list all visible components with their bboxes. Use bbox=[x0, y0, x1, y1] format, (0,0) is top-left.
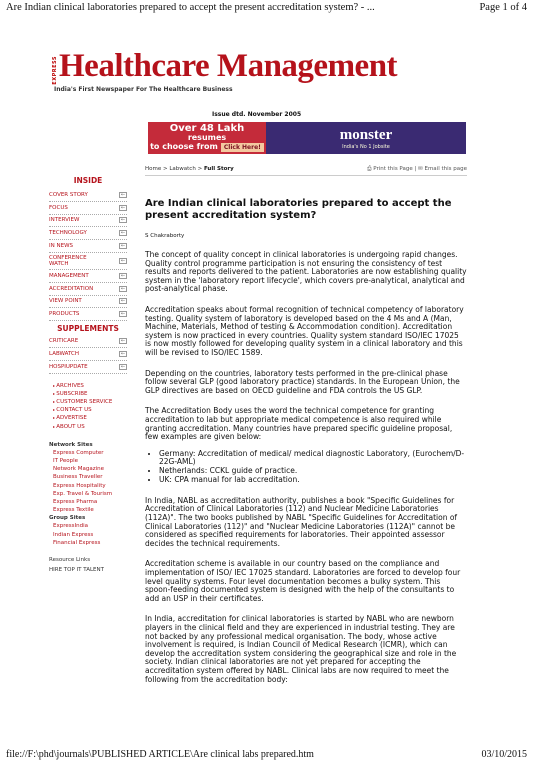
guideline-list bbox=[159, 450, 467, 485]
list-item: • Netherlands: CCKL guide of practice. bbox=[159, 467, 467, 476]
breadcrumb-section[interactable]: Labwatch bbox=[169, 166, 196, 172]
article-content bbox=[145, 166, 467, 684]
link-contact-us[interactable]: ▸ CONTACT US bbox=[49, 406, 127, 414]
masthead[interactable] bbox=[52, 48, 398, 100]
nav-interview[interactable] bbox=[49, 215, 127, 228]
ad-line2: resumes bbox=[187, 133, 227, 142]
arrow-icon: ← bbox=[120, 311, 126, 318]
nav-management[interactable] bbox=[49, 270, 127, 283]
nav-accreditation[interactable] bbox=[49, 283, 127, 296]
nav-cover-story[interactable] bbox=[49, 189, 127, 202]
ad-brand: monster bbox=[339, 126, 393, 143]
article-paragraph: Depending on the countries, laboratory tests performed in the pre-clinical phase follow several GLP (good laboratory practice) standards. In the European Union, the GLP directives are based on OECD guideline and FDA controls the US GLP. bbox=[145, 368, 460, 395]
nav-view-point[interactable] bbox=[49, 296, 127, 309]
print-header bbox=[6, 2, 527, 16]
issue-date: Issue dtd. November 2005 bbox=[212, 111, 302, 118]
breadcrumb-current: Full Story bbox=[203, 166, 234, 172]
nav-hospiupdate[interactable] bbox=[49, 361, 127, 374]
nav-in-news[interactable] bbox=[49, 240, 127, 253]
network-site-link[interactable]: Express Pharma bbox=[53, 499, 98, 505]
link-subscribe[interactable]: ▸ SUBSCRIBE bbox=[49, 390, 127, 398]
nav-label: LABWATCH bbox=[49, 350, 80, 357]
nav-label: VIEW POINT bbox=[49, 298, 82, 305]
nav-label: CONFERENCE WATCH bbox=[49, 254, 87, 267]
network-site-link[interactable]: Exp. Travel & Tourism bbox=[53, 490, 113, 497]
article-byline: S Chakraborty bbox=[145, 233, 185, 239]
breadcrumb-row bbox=[145, 166, 467, 176]
article-paragraph: The Accreditation Body uses the word the technical competence for granting accreditation to lab but appropriate medical competence is also required while granting accreditation. Many countries have prepared specific guideline proposal, few examples are given below: bbox=[145, 406, 453, 442]
breadcrumb bbox=[145, 166, 234, 173]
arrow-icon: ← bbox=[120, 338, 126, 345]
email-icon[interactable]: ✉ bbox=[418, 166, 423, 172]
article-paragraph: Accreditation speaks about formal recognition of technical competency of laboratory testing. Quality system of laboratory is developed based on the 4 Ms and A (Man, Machine, Materials, Method of testing & Accommodation condition). Accreditation system is now practiced in every countries. Quality system standard ISO/IEC 17025 is now mostly followed for developing quality system in a clinical laboratory and this will be revised to ISO/IEC 1589. bbox=[145, 304, 464, 357]
network-sites-title: Network Sites bbox=[49, 441, 93, 448]
ad-sub: India's No 1 Jobsite bbox=[342, 143, 390, 150]
article-paragraph: The concept of quality concept in clinical laboratories is undergoing rapid changes. Quality control programme participation is not ensuring the consistency of test results and reports delivered to the patient. Laboratories are now establishing quality system in the 'laboratory report lifecycle', which covers pre-analytical, analytical and post-analytical phase. bbox=[145, 250, 467, 294]
network-site-link[interactable]: Express Textile bbox=[53, 507, 94, 514]
list-item: • UK: CPA manual for lab accreditation. bbox=[159, 476, 467, 485]
arrow-icon: ← bbox=[120, 243, 126, 250]
resource-links-title: Resource Links bbox=[49, 557, 91, 564]
nav-criticare[interactable] bbox=[49, 335, 127, 348]
nav-label: CRITICARE bbox=[49, 338, 79, 345]
network-site-link[interactable]: IT People bbox=[53, 457, 79, 464]
arrow-icon: ← bbox=[120, 257, 126, 264]
nav-label: IN NEWS bbox=[49, 243, 74, 250]
nav-label: ACCREDITATION bbox=[49, 285, 94, 292]
print-header-title: Are Indian clinical laboratories prepared to accept the present accreditation system? - ... bbox=[6, 2, 375, 13]
ad-banner-right bbox=[266, 122, 466, 154]
arrow-icon: ← bbox=[120, 350, 126, 357]
network-site-link[interactable]: Express Hospitality bbox=[53, 482, 106, 489]
nav-technology[interactable] bbox=[49, 227, 127, 240]
nav-label: TECHNOLOGY bbox=[49, 230, 87, 237]
breadcrumb-sep: > bbox=[163, 166, 168, 172]
print-link[interactable]: Print this Page bbox=[373, 166, 413, 172]
link-about-us[interactable]: ▸ ABOUT US bbox=[49, 423, 127, 431]
inside-title: INSIDE bbox=[73, 176, 103, 185]
email-link[interactable]: Email this page bbox=[424, 166, 467, 172]
hire-talent-link[interactable]: HIRE TOP IT TALENT bbox=[49, 567, 104, 574]
network-site-link[interactable]: Network Magazine bbox=[53, 466, 104, 473]
group-site-link[interactable]: ExpressIndia bbox=[53, 523, 88, 530]
article-paragraph: In India, accreditation for clinical laboratories is started by NABL who are newborn players in the clinical field and they are experienced in industrial testing. They are not backed by any professional medical organisation. The body, whose active involvement is required, is Indian Council of Medical Research (ICMR), which can develop the accreditation system considering the geographical size and role in the society. Indian clinical laboratories are not yet prepared for accepting the accreditation system offered by NABL. Clinical labs are now required to meet the following from the accreditation body: bbox=[145, 614, 457, 684]
arrow-icon: ← bbox=[120, 204, 126, 211]
article-title: Are Indian clinical laboratories prepared to accept the present accreditation system? bbox=[145, 198, 452, 221]
supplements-title: SUPPLEMENTS bbox=[57, 324, 119, 334]
arrow-icon: ← bbox=[120, 217, 126, 224]
utility-links bbox=[49, 382, 127, 431]
print-footer-path: file://F:\phd\journals\PUBLISHED ARTICLE\Are clinical labs prepared.htm bbox=[6, 749, 314, 760]
nav-label: FOCUS bbox=[49, 204, 68, 211]
print-footer bbox=[6, 749, 527, 763]
link-advertise[interactable]: ▸ ADVERTISE bbox=[49, 414, 127, 422]
print-footer-date: 03/10/2015 bbox=[481, 749, 527, 760]
article-paragraph: Accreditation scheme is available in our country based on the compliance and implementation of ISO/ IEC 17025 standard. Laboratories are forced to develop four level quality systems. Four level documentation becomes a bulky system. This spoon-feeding documented system is designed with the help of the consultants to add an USP in their certificates. bbox=[145, 559, 461, 603]
network-site-link[interactable]: Business Traveller bbox=[53, 474, 103, 481]
sidebar bbox=[49, 176, 127, 573]
ad-banner[interactable] bbox=[148, 122, 466, 154]
breadcrumb-home[interactable]: Home bbox=[145, 166, 162, 172]
site-logo[interactable]: Healthcare Management bbox=[59, 48, 398, 84]
nav-products[interactable] bbox=[49, 308, 127, 321]
group-sites-title: Group Sites bbox=[49, 515, 86, 522]
arrow-icon: ← bbox=[120, 272, 126, 279]
ad-banner-left bbox=[148, 122, 266, 154]
arrow-icon: ← bbox=[120, 285, 126, 292]
nav-label: MANAGEMENT bbox=[49, 272, 89, 279]
print-icon[interactable]: ⎙ bbox=[367, 166, 372, 172]
nav-label: PRODUCTS bbox=[49, 311, 80, 318]
ad-click-button[interactable]: Click Here! bbox=[221, 143, 264, 152]
nav-label: HOSPIUPDATE bbox=[49, 363, 88, 370]
nav-focus[interactable] bbox=[49, 202, 127, 215]
express-tag: EXPRESS bbox=[52, 56, 58, 85]
arrow-icon: ← bbox=[120, 363, 126, 370]
arrow-icon: ← bbox=[120, 230, 126, 237]
ad-line1: Over 48 Lakh bbox=[169, 123, 245, 134]
print-header-page: Page 1 of 4 bbox=[479, 2, 527, 13]
link-archives[interactable]: ▸ ARCHIVES bbox=[49, 382, 127, 390]
link-customer-service[interactable]: ▸ CUSTOMER SERVICE bbox=[49, 398, 127, 406]
page-tools: ⎙ Print this Page | ✉ Email this page bbox=[367, 166, 467, 172]
nav-label: INTERVIEW bbox=[49, 217, 80, 224]
arrow-icon: ← bbox=[120, 298, 126, 305]
list-item: • Germany: Accreditation of medical/ medical diagnostic Laboratory, (Eurochem/D-22G-AML) bbox=[159, 450, 467, 468]
group-site-link[interactable]: Indian Express bbox=[53, 531, 94, 538]
ad-line3: to choose from bbox=[150, 142, 218, 151]
nav-labwatch[interactable] bbox=[49, 348, 127, 361]
group-site-link[interactable]: Financial Express bbox=[53, 539, 101, 546]
nav-conference-watch[interactable] bbox=[49, 253, 127, 270]
article-paragraph: In India, NABL as accreditation authority, publishes a book "Specific Guidelines for Accreditation of Clinical Laboratories (112) and Nuclear Medicine Laboratories (112A)". The two books published by NABL "Specific Guidelines for Accreditation of Clinical Laboratories (112)" and "Nuclear Medicine Laboratories (112A)" cannot be considered as specified requirements for laboratories. Their appointed assessor decides the technical requirements. bbox=[145, 495, 458, 548]
breadcrumb-sep: > bbox=[197, 166, 203, 172]
arrow-icon: ← bbox=[120, 191, 126, 198]
nav-label: COVER STORY bbox=[49, 191, 88, 198]
network-site-link[interactable]: Express Computer bbox=[53, 449, 104, 456]
site-tagline: India's First Newspaper For The Healthcare Business bbox=[54, 86, 233, 93]
